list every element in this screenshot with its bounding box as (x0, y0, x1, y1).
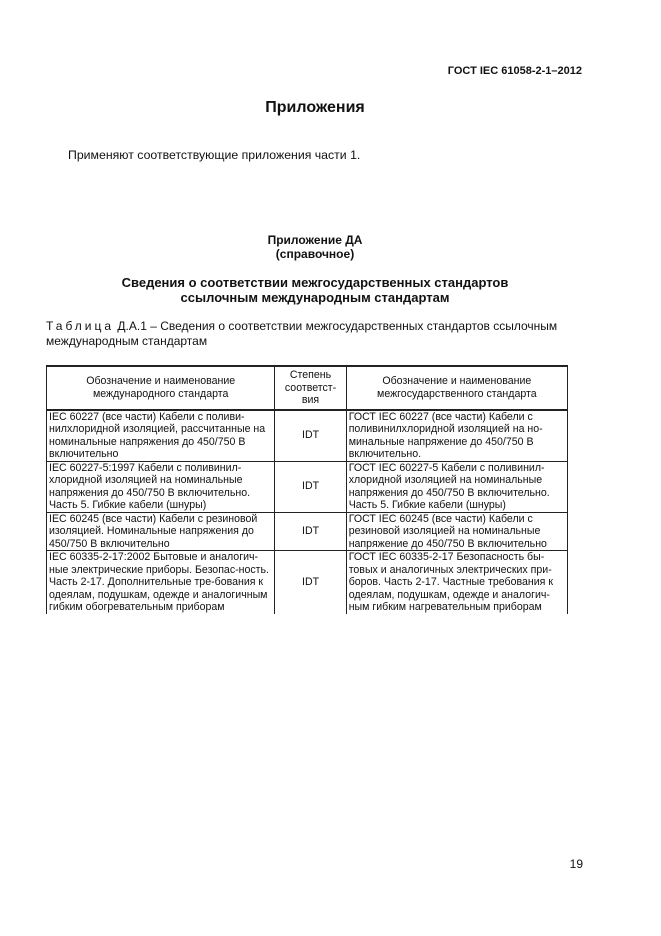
cell-degree: IDT (275, 461, 346, 512)
cell-interstate-standard: ГОСТ IEC 60335-2-17 Безопасность бы-товых и аналогичных электрических при-боров. Часть 2-17. Частные требования к одеялам, подушкам, одежде и аналогич-ным гибким нагревательным приборам (346, 551, 567, 614)
section-title-line1: Сведения о соответствии межгосударственных стандартов (121, 275, 509, 290)
table-row (47, 461, 568, 512)
section-title (0, 275, 630, 305)
header-interstate-standard: Обозначение и наименование межгосударственного стандарта (346, 366, 567, 410)
table-row (47, 410, 568, 462)
cell-interstate-standard: ГОСТ IEC 60245 (все части) Кабели с резиновой изоляцией на номинальные напряжение до 450/750 В включительно (346, 512, 567, 551)
header-international-standard: Обозначение и наименование международного стандарта (47, 366, 275, 410)
table-row (47, 512, 568, 551)
table-caption-text: Д.А.1 – Сведения о соответствии межгосударственных стандартов ссылочным международным стандартам (46, 319, 558, 348)
annexes-intro-text: Применяют соответствующие приложения части 1. (68, 148, 361, 162)
annex-da-title-block (0, 233, 630, 261)
annex-da-title: Приложение ДА (267, 233, 363, 247)
table-header-row (47, 366, 568, 410)
header-degree-of-conformity: Степень соответст-вия (275, 366, 346, 410)
cell-interstate-standard: ГОСТ IEC 60227 (все части) Кабели с поливинилхлоридной изоляцией на но-минальные напряжение до 450/750 В включительно. (346, 410, 567, 462)
cell-degree: IDT (275, 551, 346, 614)
section-title-line2: ссылочным международным стандартам (180, 290, 450, 305)
cell-degree: IDT (275, 512, 346, 551)
standards-table (46, 365, 568, 614)
document-code: ГОСТ IEC 61058-2-1–2012 (447, 65, 582, 77)
cell-international-standard: IEC 60245 (все части) Кабели с резиновой изоляцией. Номинальные напряжения до 450/750 В включительно (47, 512, 275, 551)
cell-degree: IDT (275, 410, 346, 462)
page-number: 19 (569, 857, 583, 871)
table-caption-prefix: Таблица (46, 319, 115, 333)
annexes-heading: Приложения (265, 99, 365, 116)
cell-international-standard: IEC 60227-5:1997 Кабели с поливинил-хлоридной изоляцией на номинальные напряжения до 450/750 В включительно. Часть 5. Гибкие кабели (шнуры) (47, 461, 275, 512)
cell-international-standard: IEC 60227 (все части) Кабели с поливи-нилхлоридной изоляцией, рассчитанные на номинальные напряжения до 450/750 В включительно (47, 410, 275, 462)
annex-da-subtitle: (справочное) (275, 247, 355, 261)
cell-international-standard: IEC 60335-2-17:2002 Бытовые и аналогич-ные электрические приборы. Безопас-ность. Часть 2-17. Дополнительные тре-бования к одеялам, подушкам, одежде и аналогичным гибким обогревательным приборам (47, 551, 275, 614)
cell-interstate-standard: ГОСТ IEC 60227-5 Кабели с поливинил-хлоридной изоляцией на номинальные напряжения до 450/750 В включительно. Часть 5. Гибкие кабели (шнуры) (346, 461, 567, 512)
table-row (47, 551, 568, 614)
table-caption (46, 319, 586, 349)
